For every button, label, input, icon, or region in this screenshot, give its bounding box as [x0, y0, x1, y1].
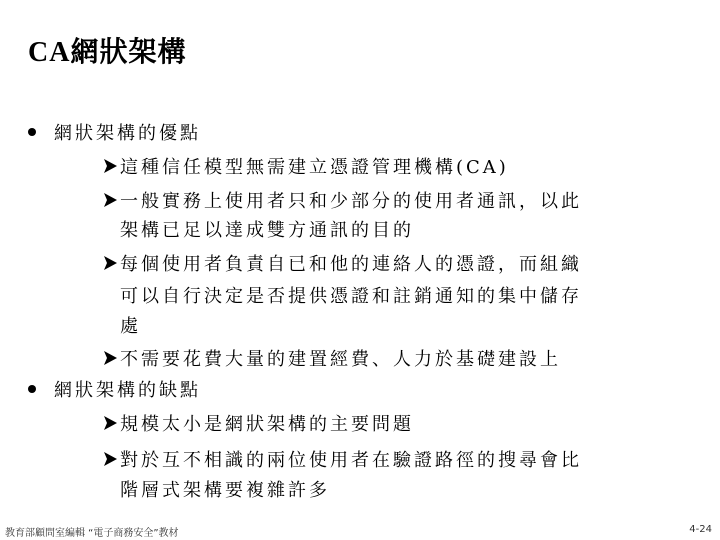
bullet-dot-icon — [28, 385, 36, 393]
bullet-disadvantages — [28, 376, 201, 402]
bullet-dot-icon — [28, 128, 36, 136]
subpoint-item — [103, 187, 582, 213]
subpoint-text: 規模太小是網狀架構的主要問題 — [120, 414, 414, 435]
arrowhead-bullet-icon — [103, 158, 118, 174]
bullet-text: 網狀架構的缺點 — [54, 380, 201, 401]
arrowhead-bullet-icon — [103, 350, 118, 366]
subpoint-continuation: 架構已足以達成雙方通訊的目的 — [120, 220, 414, 241]
arrowhead-bullet-icon — [103, 192, 118, 208]
bullet-text: 網狀架構的優點 — [54, 123, 201, 144]
subpoint-item — [103, 410, 414, 436]
subpoint-item — [103, 446, 582, 472]
subpoint-text: 對於互不相識的兩位使用者在驗證路徑的搜尋會比 — [120, 450, 582, 471]
subpoint-continuation: 階層式架構要複雜許多 — [120, 480, 330, 501]
subpoint-item — [103, 250, 582, 276]
subpoint-continuation: 可以自行決定是否提供憑證和註銷通知的集中儲存 — [120, 286, 582, 307]
footer-source: 教育部顧問室編輯 “電子商務安全”教材 — [5, 528, 179, 539]
subpoint-text: 不需要花費大量的建置經費、人力於基礎建設上 — [120, 349, 561, 370]
slide-title: CA網狀架構 — [28, 37, 187, 68]
arrowhead-bullet-icon — [103, 255, 118, 271]
subpoint-item — [103, 345, 561, 371]
subpoint-continuation: 處 — [120, 316, 141, 337]
subpoint-text: 每個使用者負責自已和他的連絡人的憑證，而組織 — [120, 254, 582, 275]
bullet-advantages — [28, 119, 201, 145]
page-number: 4-24 — [689, 524, 712, 535]
subpoint-text: 這種信任模型無需建立憑證管理機構(CA) — [120, 157, 509, 178]
arrowhead-bullet-icon — [103, 415, 118, 431]
arrowhead-bullet-icon — [103, 451, 118, 467]
subpoint-item — [103, 153, 509, 179]
subpoint-text: 一般實務上使用者只和少部分的使用者通訊，以此 — [120, 191, 582, 212]
